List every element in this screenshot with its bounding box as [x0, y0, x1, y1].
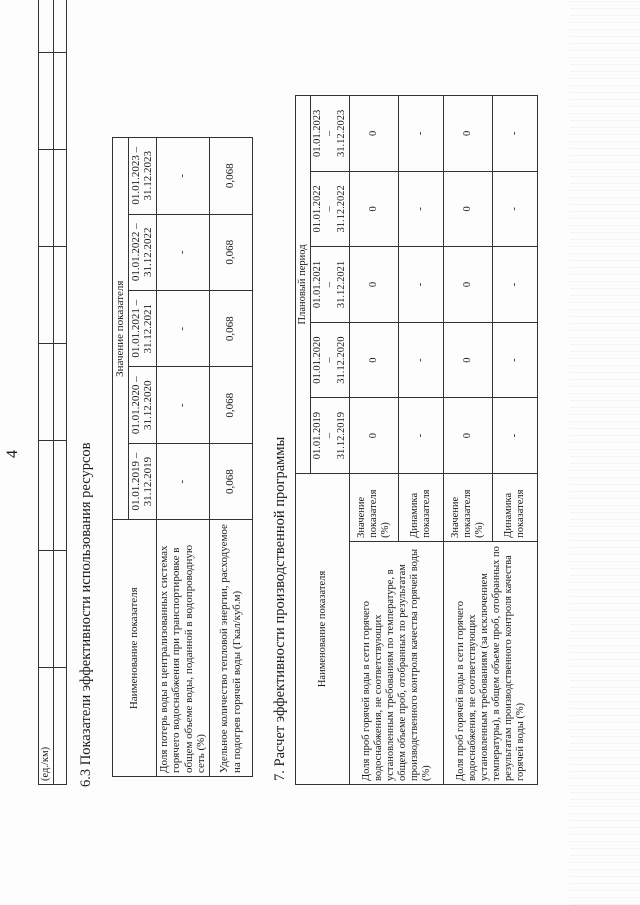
value-cell — [209, 443, 252, 519]
row-name-cell — [350, 541, 444, 784]
value-cell — [156, 367, 209, 443]
value-cell — [209, 138, 252, 215]
value: - — [415, 358, 426, 362]
value-cell — [493, 96, 538, 172]
header-name — [296, 473, 350, 784]
period-end: 31.12.2020 — [336, 336, 347, 384]
table-row — [444, 96, 493, 785]
sub-label-cell — [399, 473, 444, 541]
value: - — [509, 358, 520, 362]
value: - — [415, 207, 426, 211]
period-start: 01.01.2019 — [312, 412, 323, 460]
sub-label-cell — [350, 473, 399, 541]
empty-cell — [39, 150, 54, 247]
empty-cell — [54, 344, 67, 441]
value: - — [509, 131, 520, 136]
period-dash: – — [324, 130, 335, 136]
value: 0 — [368, 130, 379, 136]
value: 0 — [368, 281, 379, 288]
value: 0 — [462, 357, 473, 363]
value-cell — [493, 247, 538, 323]
period-header — [128, 443, 156, 519]
sub-label: Динамика показателя — [503, 489, 526, 538]
empty-cell — [54, 150, 67, 247]
period-end: 31.12.2023 — [336, 109, 347, 157]
value: - — [176, 403, 189, 408]
section-6-3-title: 6.3 Показатели эффективности использования ресурсов — [78, 442, 94, 787]
sub-label-cell — [493, 473, 538, 541]
value-cell — [156, 138, 209, 215]
row-name: Доля проб горячей воды в сети горячего водоснабжения, не соответствующих установленным требованиям по температуре, в общем объеме проб, отобранных по результатам производственного контроля качества горячей воды (%) — [360, 548, 432, 781]
empty-cell — [54, 668, 67, 785]
resource-efficiency-table — [112, 137, 253, 777]
row-name: Доля потерь воды в централизованных системах горячего водоснабжения при транспортировке в общем объеме воды, поданной в водопроводную сеть (%) — [157, 544, 207, 773]
value-cell — [399, 171, 444, 247]
value-cell — [444, 96, 493, 172]
period-header — [311, 247, 350, 323]
empty-cell — [39, 344, 54, 441]
value-cell — [156, 443, 209, 519]
period-end: 31.12.2019 — [336, 412, 347, 460]
period-label: 01.01.2022 – 31.12.2022 — [129, 223, 154, 282]
value: 0 — [368, 433, 379, 439]
header-group — [296, 96, 311, 474]
sub-label: Значение показателя (%) — [356, 489, 391, 538]
header-name — [113, 520, 157, 777]
empty-cell — [39, 441, 54, 551]
value: - — [176, 326, 189, 331]
period-start: 01.01.2022 — [312, 185, 323, 233]
value-cell — [493, 398, 538, 474]
empty-cell — [39, 551, 54, 668]
row-name-cell — [156, 520, 209, 777]
value-cell — [209, 291, 252, 367]
unit-label: (ед./км) — [40, 746, 51, 781]
empty-cell — [54, 551, 67, 668]
value: 0,068 — [224, 392, 237, 418]
value: - — [415, 433, 426, 438]
empty-cell — [54, 0, 67, 53]
row-name-cell — [209, 520, 252, 777]
value-cell — [350, 96, 399, 172]
value-cell — [444, 322, 493, 398]
sub-label: Значение показателя (%) — [450, 489, 485, 538]
row-name: Удельное количество тепловой энергии, расходуемое на подогрев горячей воды (Гкал/куб.м) — [218, 524, 243, 773]
row-name-cell — [444, 541, 538, 784]
value-cell — [399, 247, 444, 323]
period-label: 01.01.2020 – 31.12.2020 — [129, 376, 154, 435]
header-name-text: Наименование показателя — [316, 570, 328, 688]
period-label: 01.01.2023 – 31.12.2023 — [129, 146, 154, 205]
value: - — [176, 250, 189, 255]
value-cell — [493, 322, 538, 398]
value: - — [176, 479, 189, 484]
value-cell — [209, 214, 252, 290]
sub-label: Динамика показателя — [409, 489, 432, 538]
table-row — [156, 138, 209, 777]
value: 0 — [368, 206, 379, 212]
header-group — [113, 138, 129, 520]
empty-cell — [39, 0, 54, 53]
value-cell — [493, 171, 538, 247]
value: - — [176, 173, 189, 178]
period-label: 01.01.2021 – 31.12.2021 — [129, 299, 154, 358]
period-start: 01.01.2021 — [312, 260, 323, 309]
header-group-text: Значение показателя — [114, 280, 126, 377]
value: 0 — [368, 357, 379, 363]
value-cell — [350, 398, 399, 474]
program-efficiency-table — [295, 95, 538, 785]
previous-table-fragment — [38, 0, 67, 785]
value: - — [415, 282, 426, 287]
period-end: 31.12.2021 — [336, 260, 347, 309]
period-header — [311, 322, 350, 398]
period-start: 01.01.2020 — [312, 336, 323, 384]
value: 0,068 — [224, 316, 237, 342]
value-cell — [156, 291, 209, 367]
empty-cell — [54, 247, 67, 344]
value: - — [509, 207, 520, 211]
period-header — [311, 96, 350, 172]
period-dash: – — [324, 433, 335, 439]
period-label: 01.01.2019 – 31.12.2019 — [129, 452, 154, 511]
header-name-text: Наименование показателя — [128, 587, 140, 710]
value: 0 — [462, 206, 473, 212]
table-row — [350, 96, 399, 785]
value: - — [509, 433, 520, 438]
period-header — [128, 367, 156, 443]
unit-cell — [39, 668, 54, 785]
row-name: Доля проб горячей воды в сети горячего водоснабжения, не соответствующих установленным требованиям (за исключением температуры), в общем объеме проб, отобранных по результатам производственного контроля качества горячей воды (%) — [454, 546, 526, 781]
period-header — [128, 214, 156, 290]
value-cell — [350, 322, 399, 398]
value: 0,068 — [224, 469, 237, 495]
value: 0 — [462, 130, 473, 136]
period-end: 31.12.2022 — [336, 185, 347, 233]
value: 0 — [462, 433, 473, 439]
period-header — [311, 398, 350, 474]
value-cell — [444, 398, 493, 474]
value-cell — [209, 367, 252, 443]
value: 0,068 — [224, 163, 237, 189]
period-dash: – — [324, 206, 335, 212]
empty-cell — [54, 53, 67, 150]
value-cell — [399, 96, 444, 172]
section-7-title: 7. Расчет эффективности производственной программы — [272, 436, 288, 781]
value: 0,068 — [224, 239, 237, 265]
period-dash: – — [324, 281, 335, 288]
empty-cell — [39, 247, 54, 344]
value-cell — [444, 247, 493, 323]
value-cell — [156, 214, 209, 290]
value-cell — [350, 171, 399, 247]
value-cell — [350, 247, 399, 323]
value-cell — [399, 398, 444, 474]
header-group-text: Плановый период — [297, 244, 308, 325]
period-header — [311, 171, 350, 247]
table-row — [209, 138, 252, 777]
value: - — [415, 131, 426, 136]
page-number: 4 — [4, 450, 21, 458]
empty-cell — [39, 53, 54, 150]
period-header — [128, 138, 156, 215]
value-cell — [399, 322, 444, 398]
value: 0 — [462, 281, 473, 288]
value: - — [509, 282, 520, 287]
period-dash: – — [324, 357, 335, 363]
period-header — [128, 291, 156, 367]
sub-label-cell — [444, 473, 493, 541]
empty-cell — [54, 441, 67, 551]
value-cell — [444, 171, 493, 247]
period-start: 01.01.2023 — [312, 109, 323, 157]
